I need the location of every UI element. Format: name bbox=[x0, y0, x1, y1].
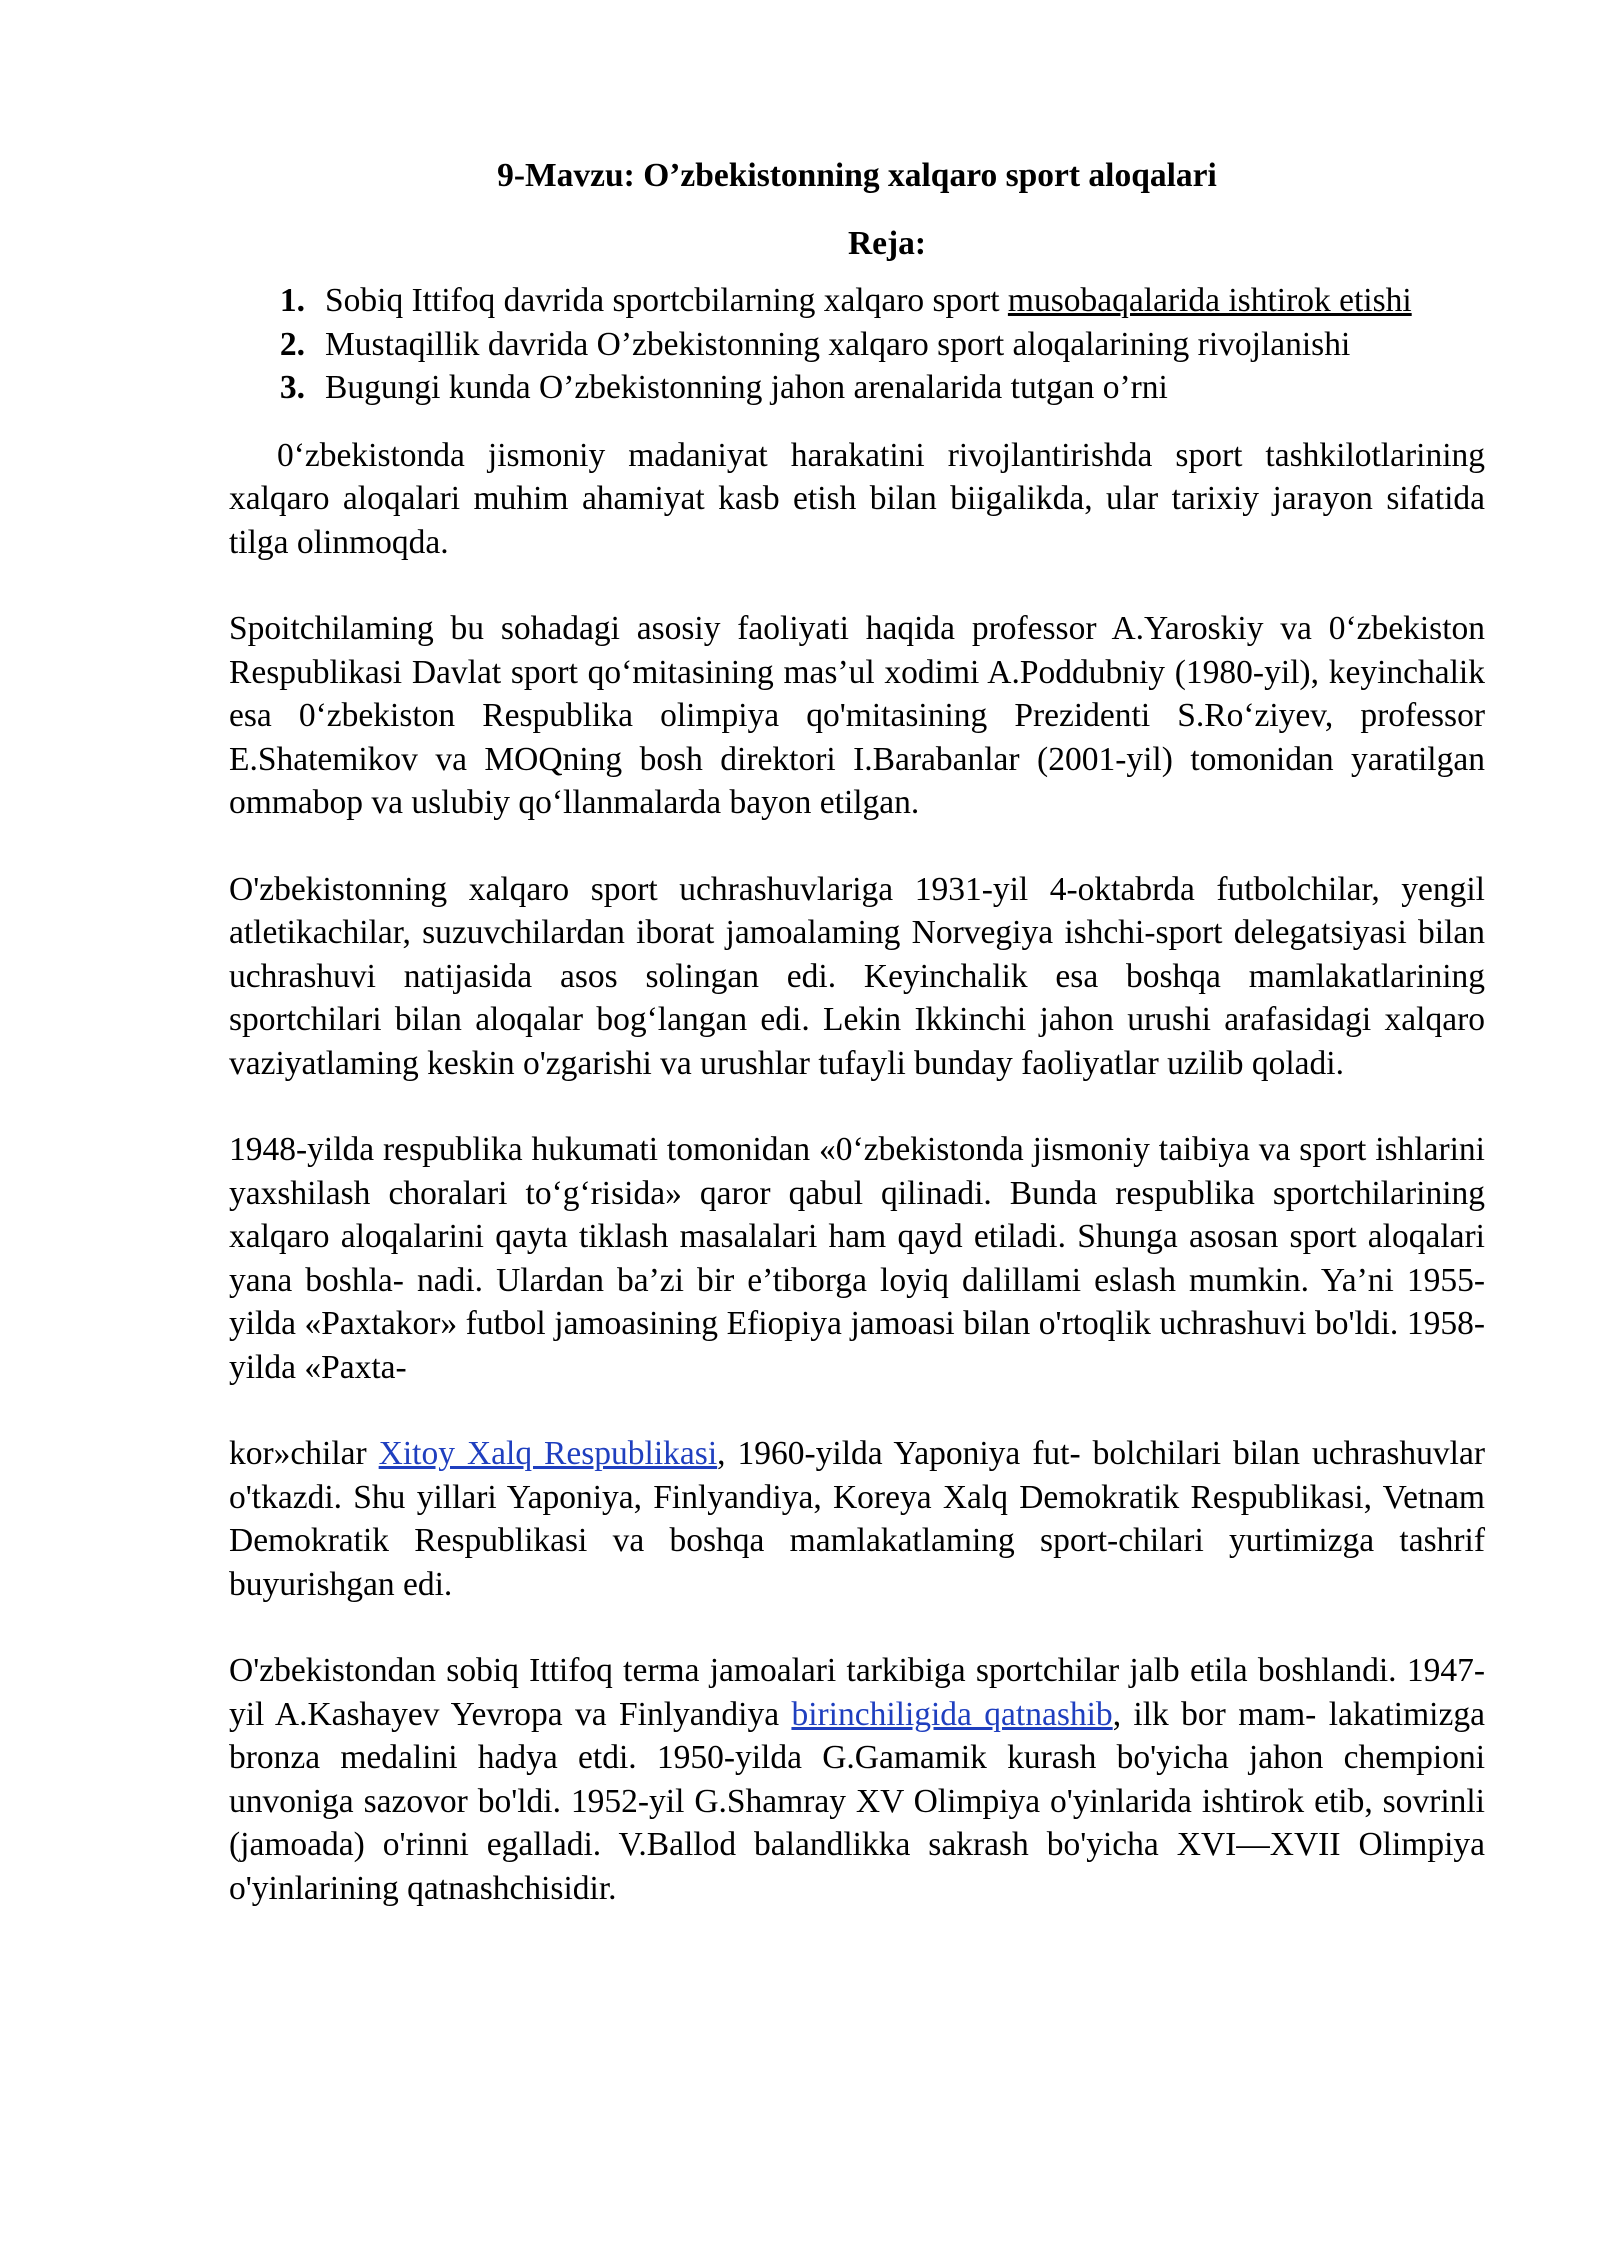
plan-item-number: 1. bbox=[279, 282, 305, 319]
paragraph-sources: Spoitchilaming bu sohadagi asosiy faoliyati haqida professor A.Yaroskiy va 0‘zbekiston Respublikasi Davlat sport qo‘mitasining mas’ul xodimi A.Poddubniy (1980-yil), keyinchalik esa 0‘zbekiston Respublika olimpiya qo'mitasining Prezidenti S.Ro‘ziyev, professor E.Shatemikov va MOQning bosh direktori I.Barabanlar (2001-yil) tomonidan yaratilgan ommabop va uslubiy qo‘llanmalarda bayon etilgan. bbox=[229, 610, 1485, 821]
paragraph-intro: 0‘zbekistonda jismoniy madaniyat harakatini rivojlantirishda sport tashkilotlarining xalqaro aloqalari muhim ahamiyat kasb etish bilan biigalikda, ular tarixiy jarayon sifatida tilga olinmoqda. bbox=[229, 436, 1485, 561]
plan-item-text-plain: Sobiq Ittifoq davrida sportcbilarning xalqaro sport bbox=[325, 282, 1008, 319]
plan-heading: Reja: bbox=[847, 224, 927, 262]
plan-item-text: Bugungi kunda O’zbekistonning jahon arenalarida tutgan o’rni bbox=[325, 369, 1168, 406]
plan-item bbox=[229, 366, 1485, 410]
plan-item-number: 3. bbox=[279, 369, 305, 406]
document-page bbox=[229, 150, 1485, 1910]
plan-item bbox=[229, 323, 1485, 367]
document-title: 9-Mavzu: O’zbekistonning xalqaro sport aloqalari bbox=[497, 157, 1217, 194]
plan-item-text: Mustaqillik davrida O’zbekistonning xalqaro sport aloqalarining rivojlanishi bbox=[325, 325, 1351, 363]
paragraph-national-teams bbox=[229, 1649, 1485, 1910]
link-birinchiligida-qatnashib[interactable]: birinchiligida qatnashib bbox=[791, 1695, 1113, 1733]
paragraph-text: kor»chilar bbox=[229, 1435, 379, 1472]
paragraph-text: , ilk bor mam- lakatimizga bronza medalini hadya etdi. 1950-yilda G.Gamamik kurash bo'yicha jahon chempioni unvoniga sazovor bo'ldi. 1952-yil G.Shamray XV Olimpiya o'yinlarida ishtirok etib, sovrinli (jamoada) o'rinni egalladi. V.Ballod balandlikka sakrash bo'yicha XVI—XVII Olimpiya o'yinlarining qatnashchisidir. bbox=[229, 1695, 1485, 1907]
plan-list bbox=[229, 279, 1485, 410]
plan-item-text-underlined: musobaqalarida ishtirok etishi bbox=[1007, 282, 1412, 319]
link-xitoy-xalq-respublikasi[interactable]: Xitoy Xalq Respublikasi bbox=[378, 1435, 718, 1472]
paragraph-international-visits bbox=[229, 1432, 1485, 1606]
paragraph-text: , 1960-yilda Yaponiya fut- bolchilari bilan uchrashuvlar o'tkazdi. Shu yillari Yaponiya, Finlyandiya, Koreya Xalq Demokratik Respublikasi, Vetnam Demokratik Respublikasi va boshqa mamlakatlaming sport-chilari yurtimizga tashrif buyurishgan edi. bbox=[229, 1435, 1485, 1603]
plan-item bbox=[229, 279, 1485, 323]
plan-item-number: 2. bbox=[279, 325, 305, 363]
paragraph-text: O'zbekistondan sobiq Ittifoq terma jamoalari tarkibiga sportchilar jalb etila boshlandi. 1947-yil A.Kashayev Yevropa va Finlyandiya bbox=[229, 1652, 1485, 1733]
paragraph-history-1931: O'zbekistonning xalqaro sport uchrashuvlariga 1931-yil 4-oktabrda futbolchilar, yengil atletikachilar, suzuvchilardan iborat jamoalaming Norvegiya ishchi-sport delegatsiyasi bilan uchrashuvi natijasida asos solingan edi. Keyinchalik esa boshqa mamlakatlarining sportchilari bilan aloqalar bog‘langan edi. Lekin Ikkinchi jahon urushi arafasidagi xalqaro vaziyatlaming keskin o'zgarishi va urushlar tufayli bunday faoliyatlar uzilib qoladi. bbox=[229, 870, 1485, 1082]
plan-item-text bbox=[325, 279, 1485, 323]
paragraph-history-1948: 1948-yilda respublika hukumati tomonidan «0‘zbekistonda jismoniy taibiya va sport ishlarini yaxshilash choralari to‘g‘risida» qaror qabul qilinadi. Bunda respublika sportchilarining xalqaro aloqalarini qayta tiklash masalalari ham qayd etiladi. Shunga asosan sport aloqalari yana boshla- nadi. Ulardan ba’zi bir e’tiborga loyiq dalillami eslash mumkin. Ya’ni 1955-yilda «Paxtakor» futbol jamoasining Efiopiya jamoasi bilan o'rtoqlik uchrashuvi bo'ldi. 1958-yilda «Paxta- bbox=[229, 1131, 1485, 1386]
